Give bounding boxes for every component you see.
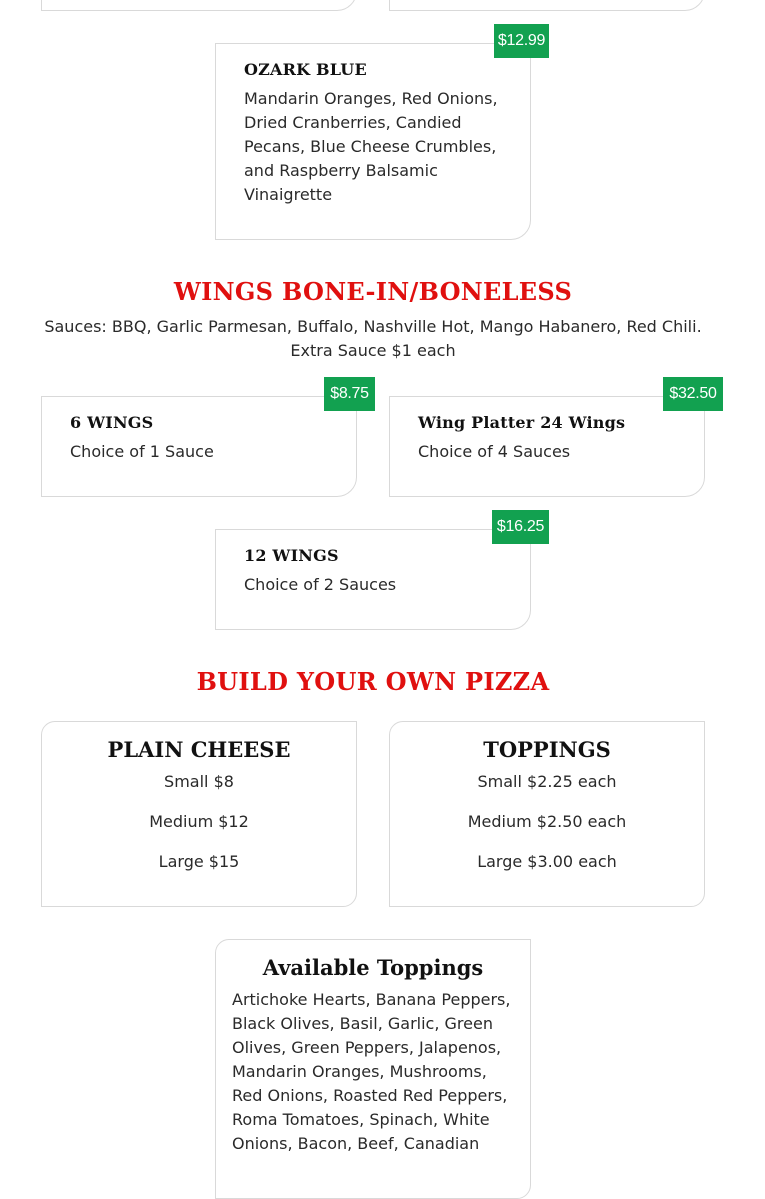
price-badge: $16.25 [492,510,549,544]
price-badge: $8.75 [324,377,375,411]
card-title: PLAIN CHEESE [107,737,291,762]
menu-item-card-ozark-blue [215,43,531,240]
menu-item-card-6-wings [41,396,357,497]
pizza-card-available-toppings [215,939,531,1199]
item-description: Choice of 1 Sauce [70,442,214,461]
size-price-large: Large $3.00 each [477,852,617,871]
pizza-card-toppings [389,721,705,907]
previous-item-card-left [41,0,357,11]
card-title: Available Toppings [262,955,484,980]
item-description: Mandarin Oranges, Red Onions, Dried Cranberries, Candied Pecans, Blue Cheese Crumbles, and Raspberry Balsamic Vinaigrette [244,89,498,204]
item-name: OZARK BLUE [244,60,367,79]
section-subtitle-sauces: Sauces: BBQ, Garlic Parmesan, Buffalo, Nashville Hot, Mango Habanero, Red Chili. Extra Sauce $1 each [44,317,702,360]
previous-item-card-right [389,0,705,11]
available-toppings-list: Artichoke Hearts, Banana Peppers, Black Olives, Basil, Garlic, Green Olives, Green Peppers, Jalapenos, Mandarin Oranges, Mushrooms, Red Onions, Roasted Red Peppers, Roma Tomatoes, Spinach, White Onions, Bacon, Beef, Canadian [232,990,511,1153]
size-price-medium: Medium $2.50 each [467,812,627,831]
item-name: 6 WINGS [70,413,154,432]
size-price-small: Small $8 [164,772,234,791]
pizza-card-plain-cheese [41,721,357,907]
size-price-large: Large $15 [158,852,240,871]
size-price-medium: Medium $12 [149,812,249,831]
section-title-wings: WINGS BONE-IN/BONELESS [173,277,573,306]
menu-item-card-12-wings [215,529,531,630]
price-badge: $12.99 [494,24,549,58]
item-name: 12 WINGS [244,546,339,565]
price-badge: $32.50 [663,377,723,411]
item-description: Choice of 4 Sauces [418,442,571,461]
section-title-pizza: BUILD YOUR OWN PIZZA [196,667,550,696]
item-name: Wing Platter 24 Wings [418,413,626,432]
item-description: Choice of 2 Sauces [244,575,397,594]
size-price-small: Small $2.25 each [477,772,617,791]
card-title: TOPPINGS [483,737,611,762]
menu-item-card-wing-platter [389,396,705,497]
